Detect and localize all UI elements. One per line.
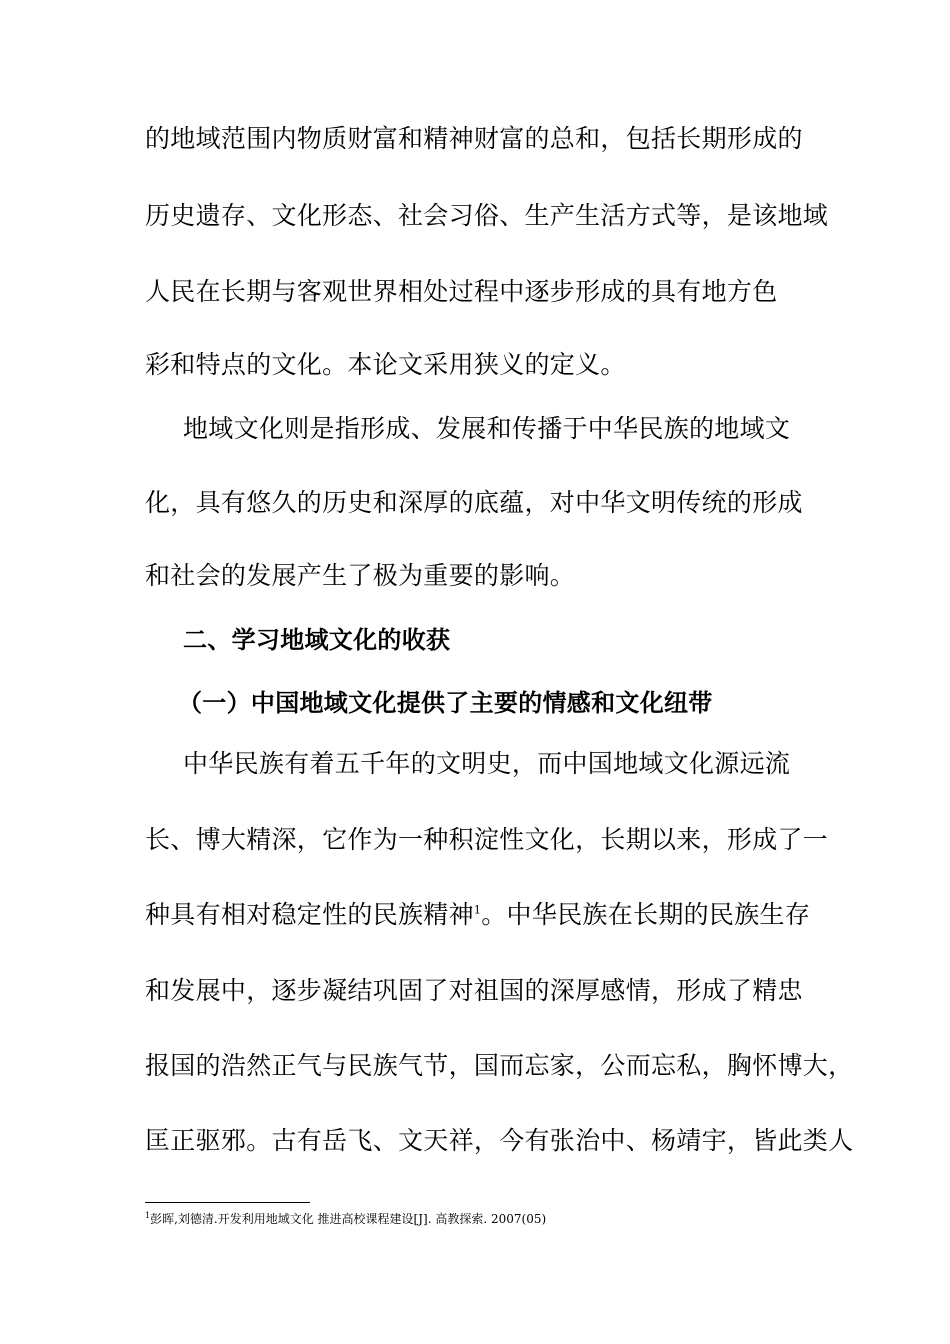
paragraph-line: 人民在长期与客观世界相处过程中逐步形成的具有地方色 xyxy=(145,277,778,306)
paragraph-line: 和社会的发展产生了极为重要的影响。 xyxy=(145,561,576,590)
paragraph-line: 匡正驱邪。古有岳飞、文天祥，今有张治中、杨靖宇，皆此类人 xyxy=(145,1126,854,1155)
paragraph-text: 。中华民族在长期的民族生存 xyxy=(481,900,811,929)
footnote xyxy=(145,1211,546,1227)
paragraph-line: 的地域范围内物质财富和精神财富的总和，包括长期形成的 xyxy=(145,124,803,153)
paragraph-line: 彩和特点的文化。本论文采用狭义的定义。 xyxy=(145,350,626,379)
subsection-heading: （一）中国地域文化提供了主要的情感和文化纽带 xyxy=(178,689,713,717)
footnote-reference[interactable]: 1 xyxy=(473,903,482,917)
section-heading: 二、学习地域文化的收获 xyxy=(183,626,451,654)
paragraph-line: 长、博大精深，它作为一种积淀性文化，长期以来，形成了一 xyxy=(145,825,829,854)
paragraph-line: 历史遗存、文化形态、社会习俗、生产生活方式等，是该地域 xyxy=(145,201,829,230)
footnote-text: 彭晖,刘德清.开发利用地域文化 推进高校课程建设[J]. 高教探索. 2007(05) xyxy=(150,1212,547,1226)
footnote-separator xyxy=(145,1202,310,1203)
paragraph-line: 地域文化则是指形成、发展和传播于中华民族的地域文 xyxy=(183,414,791,443)
paragraph-line: 化，具有悠久的历史和深厚的底蕴，对中华文明传统的形成 xyxy=(145,488,803,517)
paragraph-line xyxy=(145,898,815,932)
paragraph-line: 和发展中，逐步凝结巩固了对祖国的深厚感情，形成了精忠 xyxy=(145,976,803,1005)
paragraph-line: 报国的浩然正气与民族气节，国而忘家，公而忘私，胸怀博大， xyxy=(145,1051,854,1080)
paragraph-text: 种具有相对稳定性的民族精神 xyxy=(145,900,474,929)
footnote-number: 1 xyxy=(145,1211,151,1220)
paragraph-line: 中华民族有着五千年的文明史，而中国地域文化源远流 xyxy=(183,749,791,778)
